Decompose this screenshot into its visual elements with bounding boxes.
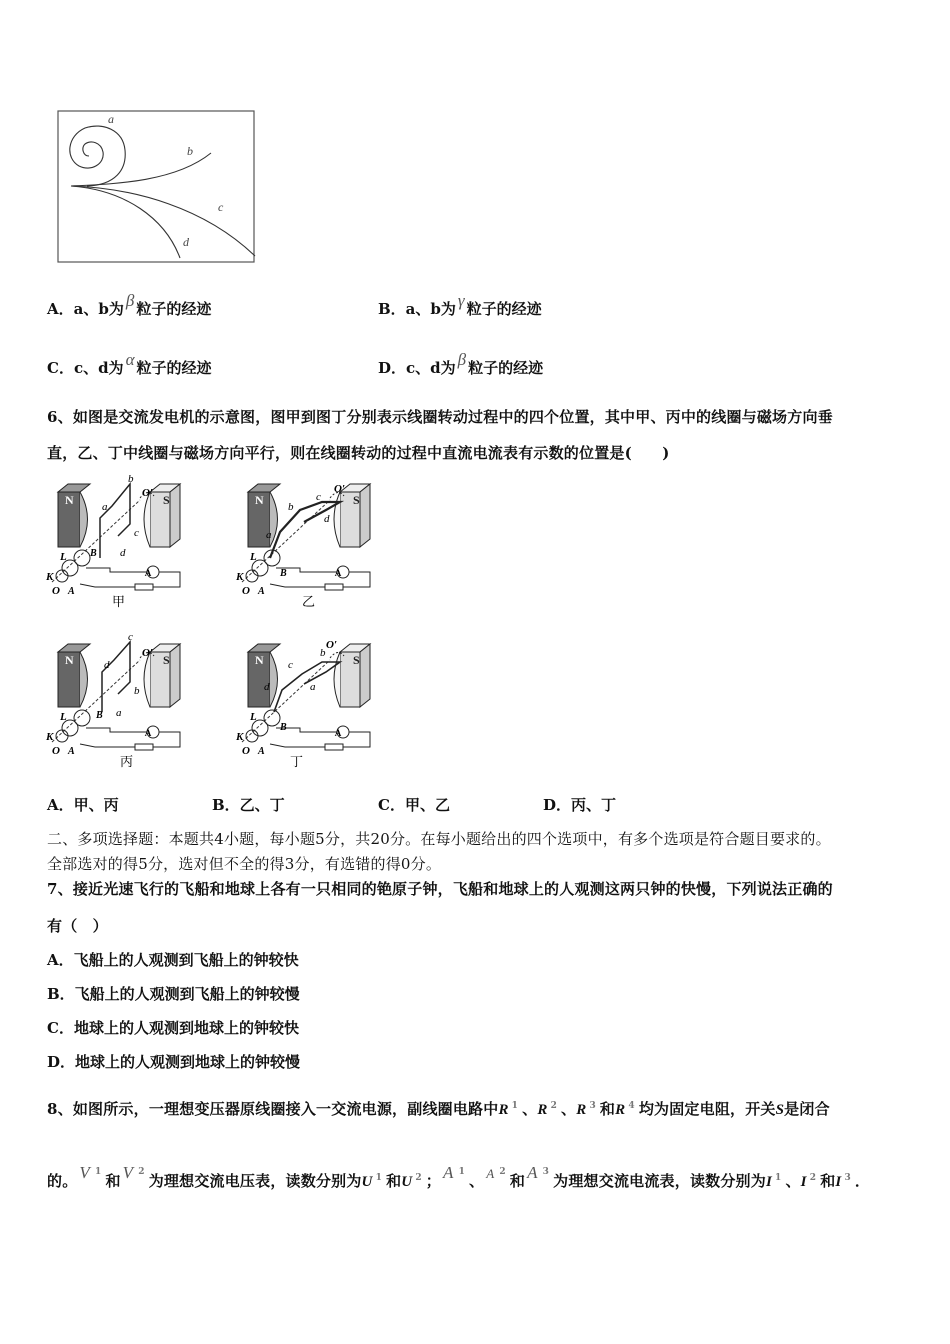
svg-text:A: A <box>334 568 342 578</box>
q6-stem-line1: 6、如图是交流发电机的示意图，图甲到图丁分别表示线圈转动过程中的四个位置，其中甲、丙中的线圈与磁场方向垂 <box>47 408 833 426</box>
q7-option-a[interactable]: A．飞船上的人观测到飞船上的钟较快 <box>47 951 299 969</box>
svg-text:b: b <box>288 501 294 513</box>
q5-option-c[interactable]: C．c、d为 α 粒子的经迹 <box>47 350 212 377</box>
svg-text:B: B <box>90 548 97 559</box>
svg-text:A: A <box>144 568 152 578</box>
svg-text:丁: 丁 <box>290 755 304 770</box>
q7-option-b[interactable]: B．飞船上的人观测到飞船上的钟较慢 <box>47 985 300 1003</box>
svg-text:B: B <box>280 568 287 579</box>
q8-stem-line1: 8、如图所示，一理想变压器原线圈接入一交流电源，副线圈电路中R $^1$ 、R $^2$ 、R $^3$ 和R $^4$ 均为固定电阻，开关S是闭合 <box>47 1100 830 1118</box>
svg-text:A: A <box>258 746 265 757</box>
panel-yi <box>235 483 370 610</box>
svg-text:L: L <box>250 551 257 563</box>
svg-text:O′: O′ <box>142 647 154 659</box>
track-d <box>71 186 180 258</box>
svg-text:A: A <box>68 746 75 757</box>
svg-text:O: O <box>52 745 60 757</box>
svg-text:K: K <box>236 571 244 583</box>
generator-figure <box>40 472 385 782</box>
svg-text:d: d <box>104 659 110 671</box>
svg-text:a: a <box>266 529 272 541</box>
svg-text:B: B <box>96 710 103 721</box>
svg-text:c: c <box>316 491 321 503</box>
svg-text:O′: O′ <box>326 639 338 651</box>
q7-stem-line2: 有（ ） <box>47 917 108 935</box>
q6-option-c[interactable]: C．甲、乙 <box>378 796 450 814</box>
svg-text:a: a <box>116 707 122 719</box>
q6-option-d[interactable]: D．丙、丁 <box>543 796 617 814</box>
svg-text:c: c <box>134 527 139 539</box>
svg-text:丙: 丙 <box>120 755 134 770</box>
svg-text:K: K <box>46 731 54 743</box>
svg-text:O: O <box>242 585 250 597</box>
svg-text:A: A <box>144 728 152 738</box>
svg-text:O: O <box>242 745 250 757</box>
svg-text:c: c <box>288 659 293 671</box>
label-d: d <box>183 235 189 249</box>
q7-option-d[interactable]: D．地球上的人观测到地球上的钟较慢 <box>47 1053 301 1071</box>
svg-text:L: L <box>250 711 257 723</box>
q6-option-b[interactable]: B．乙、丁 <box>212 796 285 814</box>
svg-text:L: L <box>60 711 67 723</box>
q7-stem-line1: 7、接近光速飞行的飞船和地球上各有一只相同的铯原子钟，飞船和地球上的人观测这两只钟的快慢，下列说法正确的 <box>47 880 833 898</box>
label-b: b <box>187 144 193 158</box>
svg-text:B: B <box>280 722 287 733</box>
svg-text:乙: 乙 <box>302 595 316 610</box>
q5-option-a[interactable]: A．a、b为 β 粒子的经迹 <box>47 291 212 318</box>
track-a <box>70 126 125 186</box>
svg-text:A: A <box>334 728 342 738</box>
particle-track-figure <box>55 108 260 266</box>
svg-text:A: A <box>68 586 75 597</box>
section2-line2: 全部选对的得5分，选对但不全的得3分，有选错的得0分。 <box>47 855 442 873</box>
q7-option-c[interactable]: C．地球上的人观测到地球上的钟较快 <box>47 1019 299 1037</box>
svg-text:O′: O′ <box>334 483 346 495</box>
svg-text:d: d <box>264 681 270 693</box>
panel-bing <box>45 631 180 770</box>
panel-jia <box>45 473 180 610</box>
svg-text:b: b <box>320 647 326 659</box>
svg-text:A: A <box>258 586 265 597</box>
panel-ding <box>235 639 370 770</box>
q8-stem-line2: 的。 V $^1$ 和 V $^2$ 为理想交流电压表，读数分别为U $^1$ 和U $^2$ ； A $^1$ 、 A $^2$ 和 A $^3$ 为理想交流电流表，读数分别为I $^1$ 、I $^2$ 和I $^3$ ． <box>47 1163 871 1190</box>
q5-option-d[interactable]: D．c、d为 β 粒子的经迹 <box>378 350 544 377</box>
svg-text:K: K <box>236 731 244 743</box>
svg-text:c: c <box>128 631 133 643</box>
svg-text:O: O <box>52 585 60 597</box>
label-a: a <box>108 112 114 126</box>
svg-text:b: b <box>128 473 134 485</box>
svg-text:b: b <box>134 685 140 697</box>
svg-text:d: d <box>120 547 126 559</box>
svg-text:L: L <box>60 551 67 563</box>
q5-option-b[interactable]: B．a、b为 γ 粒子的经迹 <box>378 291 542 318</box>
svg-text:K: K <box>46 571 54 583</box>
svg-text:a: a <box>102 501 108 513</box>
q6-stem-line2: 直，乙、丁中线圈与磁场方向平行，则在线圈转动的过程中直流电流表有示数的位置是( ) <box>47 444 670 462</box>
svg-text:甲: 甲 <box>112 595 126 610</box>
svg-text:d: d <box>324 513 330 525</box>
section2-line1: 二、多项选择题：本题共4小题，每小题5分，共20分。在每小题给出的四个选项中，有多个选项是符合题目要求的。 <box>47 830 831 848</box>
svg-text:a: a <box>310 681 316 693</box>
q6-option-a[interactable]: A．甲、丙 <box>47 796 119 814</box>
track-c <box>71 186 255 256</box>
svg-text:O′: O′ <box>142 487 154 499</box>
label-c: c <box>218 200 224 214</box>
